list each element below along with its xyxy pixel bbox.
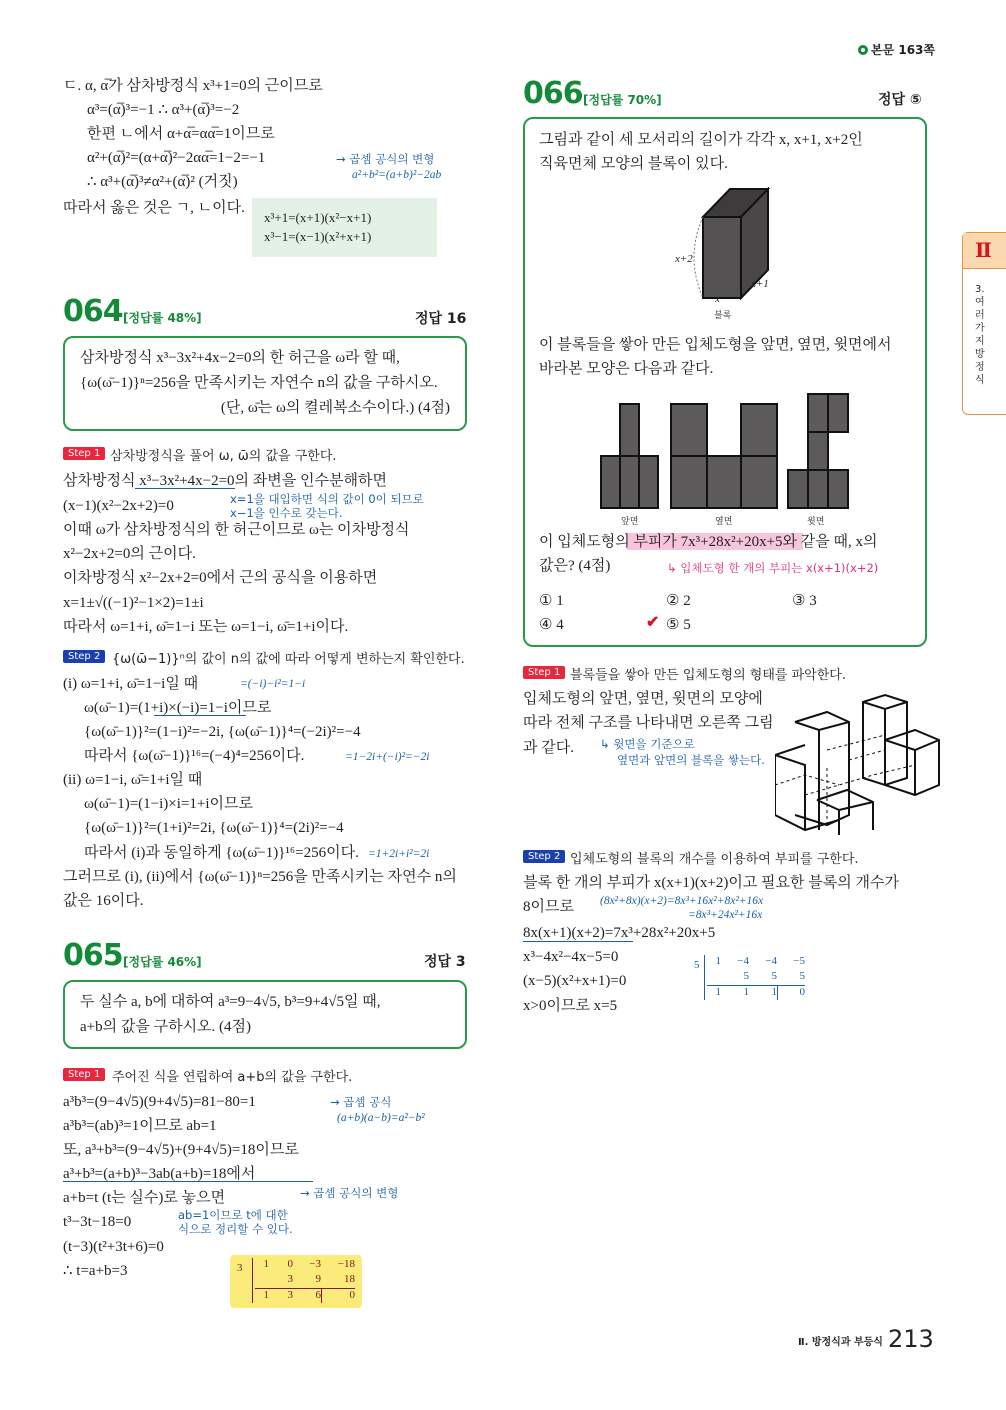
correct-rate: [정답률 48%] [123,311,202,325]
divisor: 5 [694,959,700,971]
note: 식으로 정리할 수 있다. [178,1222,293,1236]
page-reference-text: 본문 163쪽 [871,43,936,57]
step-title: 주어진 식을 연립하여 a+b의 값을 구한다. [112,1070,353,1085]
text-line: 따라서 (i)과 동일하게 {ω(ω̄−1)}¹⁶=256이다. [84,845,359,861]
note: =1+2i+i²=2i [368,848,430,860]
tab-char: 식 [975,375,985,386]
text-line: t³−3t−18=0 [63,1214,132,1230]
cell: 6 [293,1288,321,1303]
checkmark-icon: ✔ [646,614,660,631]
note: =1−2i+(−i)²=−2i [345,751,430,763]
text-line: (t−3)(t²+3t+6)=0 [63,1239,164,1255]
tab-char: 여 [975,297,985,308]
text-line: 8x(x+1)(x+2)=7x³+28x²+20x+5 [523,925,716,941]
text-line: (x−1)(x²−2x+2)=0 [63,498,174,514]
text-line: a³b³=(9−4√5)(9+4√5)=81−80=1 [63,1094,256,1110]
page-number: 213 [888,1325,934,1353]
question-box [63,336,467,431]
pink-note [667,558,878,578]
text-line: {ω(ω̄−1)}²=(1+i)²=2i, {ω(ω̄−1)}⁴=(2i)²=−4 [84,820,344,836]
note: → 곱셈 공식의 변형 [336,152,435,166]
cell: 0 [287,1258,293,1270]
solid-figure [775,690,957,835]
correct-rate: [정답률 70%] [583,93,662,107]
choice-4[interactable]: ④ 4 [539,617,564,633]
text-line: α²+(α̅)²=(α+α̅)²−2αα̅=1−2=−1 [87,150,266,166]
arrow-icon: ↳ [667,561,681,575]
question-box [63,980,467,1049]
cell: −3 [309,1258,321,1270]
cell: −18 [337,1258,355,1270]
text-line: {ω(ω̄−1)}²=(1−i)²=−2i, {ω(ω̄−1)}⁴=(−2i)²=−4 [84,724,361,740]
note: (8x²+8x)(x+2)=8x³+16x²+8x²+16x [600,895,764,907]
tab-char: 가 [975,323,985,334]
text-line: 그러므로 (i), (ii)에서 {ω(ω̄−1)}ⁿ=256을 만족시키는 자연수 n의 [63,869,457,885]
text-line: a³+b³=(a+b)³−3ab(a+b)=18에서 [63,1166,256,1182]
answer: 정답 16 [415,311,467,327]
choice-3[interactable]: ③ 3 [792,593,817,609]
tab-char: 지 [975,336,985,347]
tab-char: 3. [975,284,985,295]
step-title: 입체도형의 블록의 개수를 이용하여 부피를 구한다. [570,852,859,867]
cell: 5 [771,970,777,982]
tab-char: 러 [975,310,985,321]
tab-char: 방 [975,349,985,360]
text-line: ω(ω̄−1)=(1−i)×i=1+i이므로 [84,796,253,812]
pink-note-text: 입체도형 한 개의 부피는 x(x+1)(x+2) [680,561,879,575]
cell: 1 [255,1288,269,1303]
cell: 1 [721,985,749,1000]
text-line: (x−5)(x²+x+1)=0 [523,973,627,989]
question-line: (단, ω̄는 ω의 켤레복소수이다.) (4점) [220,400,450,416]
problem-number: 064 [63,294,123,329]
text-line: x=1±√((−1)²−1×2)=1±i [63,595,204,611]
text-line: ∴ t=a+b=3 [63,1263,128,1279]
note: (a+b)(a−b)=a²−b² [337,1112,425,1124]
note-text: 윗면을 기준으로 [613,737,695,751]
note: =8x³+24x²+16x [688,909,763,921]
text-line: ㄷ. α, α̅가 삼차방정식 x³+1=0의 근이므로 [63,78,323,94]
text-line: 이차방정식 x²−2x+2=0에서 근의 공식을 이용하면 [63,570,378,586]
question-line: 바라본 모양은 다음과 같다. [539,361,714,377]
answer: 정답 ⑤ [878,92,922,108]
text-line: 입체도형의 앞면, 옆면, 윗면의 모양에 [523,691,763,707]
tip-box [252,198,437,257]
step-title: 블록들을 쌓아 만든 입체도형의 형태를 파악한다. [570,668,846,683]
cell: 1 [707,985,721,1000]
cell: 1 [263,1258,269,1270]
circle-bullet-icon [858,45,868,55]
note: 옆면과 앞면의 블록을 쌓는다. [617,753,765,767]
view-label: 앞면 [621,517,639,527]
step-badge: Step 2 [523,850,565,863]
step-badge: Step 1 [63,1068,105,1081]
text-line: 삼차방정식 x³−3x²+4x−2=0의 좌변을 인수분해하면 [63,473,387,489]
section-title [963,269,1006,387]
question-line: 직육면체 모양의 블록이 있다. [539,156,728,172]
text-line: 이때 ω가 삼차방정식의 한 허근이므로 ω는 이차방정식 [63,522,410,538]
text-line: 8이므로 [523,899,574,915]
choice-1[interactable]: ① 1 [539,593,564,609]
text-line: ω(ω̄−1)=(1+i)×(−i)=1−i이므로 [84,700,272,716]
text-line: 따라서 ω=1+i, ω̄=1−i 또는 ω=1−i, ω̄=1+i이다. [63,619,349,635]
choice-2[interactable]: ② 2 [666,593,691,609]
text-line: α³=(α̅)³=−1 ∴ α³+(α̅)³=−2 [87,102,240,118]
step-badge: Step 1 [63,447,105,460]
cell: 0 [777,985,805,1000]
note: ab=1이므로 t에 대한 [178,1208,288,1222]
note: =(−i)−i²=1−i [240,678,306,690]
view-label: 옆면 [715,517,733,527]
synthetic-division-box [230,1255,362,1308]
text-line: 따라서 {ω(ω̄−1)}¹⁶=(−4)⁴=256이다. [84,748,305,764]
note: → 곱셈 공식 [330,1095,392,1109]
note: x=1을 대입하면 식의 값이 0이 되므로 [230,492,424,506]
chapter-roman: Ⅱ [963,233,1006,269]
step-title: {ω(ω̄−1)}ⁿ의 값이 n의 값에 따라 어떻게 변하는지 확인한다. [112,652,465,667]
cell: 9 [315,1273,321,1285]
dimension-label: x [715,293,720,305]
text-line: 따라서 옳은 것은 ㄱ, ㄴ이다. [63,200,245,216]
cell: 0 [321,1288,355,1303]
text-line: 과 같다. [523,740,574,756]
question-line: 값은? (4점) [539,558,611,574]
text-line: (ii) ω=1−i, ω̄=1+i일 때 [63,772,203,788]
cell: 5 [743,970,749,982]
problem-number: 066 [523,76,583,111]
question-line: 이 블록들을 쌓아 만든 입체도형을 앞면, 옆면, 윗면에서 [539,337,892,353]
text-line: a³b³=(ab)³=1이므로 ab=1 [63,1118,217,1134]
tab-char: 정 [975,362,985,373]
text-line: x³−4x²−4x−5=0 [523,949,619,965]
question-line: a+b의 값을 구하시오. (4점) [80,1019,252,1035]
question-line: {ω(ω̄−1)}ⁿ=256을 만족시키는 자연수 n의 값을 구하시오. [80,375,438,391]
dimension-label: x+2 [675,253,693,265]
answer: 정답 3 [424,954,466,970]
cell: −5 [793,955,805,967]
chapter-tab[interactable] [962,232,1006,415]
cell: 3 [287,1273,293,1285]
block-label: 블록 [714,311,732,321]
text-line: 블록 한 개의 부피가 x(x+1)(x+2)이고 필요한 블록의 개수가 [523,875,899,891]
text-line: x²−2x+2=0의 근이다. [63,546,196,562]
note [600,737,695,751]
step-badge: Step 2 [63,650,105,663]
divisor: 3 [237,1262,243,1274]
step-title: 삼차방정식을 풀어 ω, ω̄의 값을 구한다. [110,449,337,464]
text-line: 또, a³+b³=(9−4√5)+(9+4√5)=18이므로 [63,1142,299,1158]
note: x−1을 인수로 갖는다. [230,506,343,520]
question-line: 삼차방정식 x³−3x²+4x−2=0의 한 허근을 ω라 할 때, [80,350,400,366]
cell [255,1273,269,1288]
text-line: 한편 ㄴ에서 α+α̅=αα̅=1이므로 [87,126,275,142]
tip-line: x³+1=(x+1)(x²−x+1) [264,210,372,225]
cell: 18 [344,1273,355,1285]
cell: 3 [269,1288,293,1303]
arrow-icon: ↳ [600,737,614,751]
text-line: x>0이므로 x=5 [523,998,618,1014]
text-line: 따라 전체 구조를 나타내면 오른쪽 그림 [523,715,774,731]
cell: −4 [765,955,777,967]
note: → 곱셈 공식의 변형 [300,1186,399,1200]
cell [707,970,721,985]
cell: 1 [715,955,721,967]
text-line: (i) ω=1+i, ω̄=1−i일 때 [63,676,199,692]
choice-5[interactable]: ⑤ 5 [666,617,691,633]
question-line: 그림과 같이 세 모서리의 길이가 각각 x, x+1, x+2인 [539,132,863,148]
cell: −4 [737,955,749,967]
text-line: 값은 16이다. [63,893,144,909]
cell: 5 [799,970,805,982]
page-reference [858,40,935,60]
tip-line: x³−1=(x−1)(x²+x+1) [264,229,372,244]
text-line: a+b=t (t는 실수)로 놓으면 [63,1190,226,1206]
question-box [523,117,927,647]
cell: 1 [749,985,777,1000]
question-line: 두 실수 a, b에 대하여 a³=9−4√5, b³=9+4√5일 때, [80,994,381,1010]
footer-chapter: Ⅱ. 방정식과 부등식 [798,1337,883,1348]
dimension-label: x+1 [751,278,769,290]
step-badge: Step 1 [523,666,565,679]
note: a²+b²=(a+b)²−2ab [352,169,442,181]
text-line: ∴ α³+(α̅)³≠α²+(α̅)² (거짓) [87,174,238,190]
view-label: 윗면 [807,517,825,527]
question-line: 이 입체도형의 부피가 7x³+28x²+20x+5와 같을 때, x의 [539,534,878,550]
problem-number: 065 [63,938,123,973]
correct-rate: [정답률 46%] [123,955,202,969]
